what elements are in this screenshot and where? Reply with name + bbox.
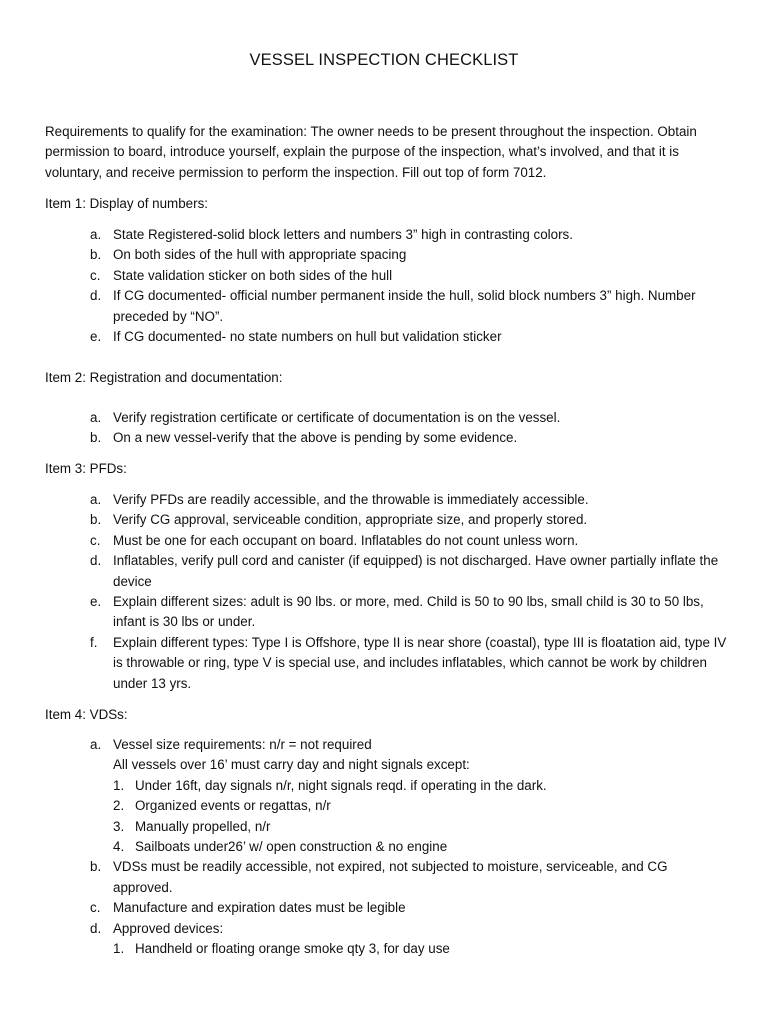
- list-marker: 1.: [113, 777, 125, 793]
- item1-list: [90, 225, 730, 347]
- list-item-text: Must be one for each occupant on board. Inflatables do not count unless worn.: [113, 532, 579, 548]
- list-item: [90, 266, 730, 286]
- list-item: [90, 245, 730, 265]
- list-marker: e.: [90, 329, 102, 345]
- item2-list: [90, 408, 730, 449]
- list-marker: b.: [90, 512, 102, 528]
- list-marker: d.: [90, 288, 102, 304]
- list-item: [90, 531, 730, 551]
- list-item-text: Manufacture and expiration dates must be legible: [113, 900, 406, 916]
- document-title: VESSEL INSPECTION CHECKLIST: [249, 51, 519, 69]
- list-item: [90, 490, 730, 510]
- list-item-text: If CG documented- no state numbers on hull but validation sticker: [113, 329, 502, 345]
- list-marker: 3.: [113, 818, 125, 834]
- list-item-text: On both sides of the hull with appropriate spacing: [113, 247, 407, 263]
- list-marker: b.: [90, 247, 102, 263]
- list-item: [90, 898, 730, 918]
- list-item: [90, 286, 730, 327]
- list-marker: d.: [90, 553, 102, 569]
- list-item-text: Verify PFDs are readily accessible, and the throwable is immediately accessible.: [113, 492, 589, 507]
- list-marker: a.: [90, 492, 102, 507]
- list-item-text: Explain different sizes: adult is 90 lbs. or more, med. Child is 50 to 90 lbs, small child is 30 to 50 lbs, infant is 30 lbs or under.: [113, 594, 704, 630]
- list-item: [90, 633, 730, 694]
- list-marker: 1.: [113, 941, 125, 957]
- item3-list: [90, 490, 730, 694]
- sub-list-item: [90, 939, 730, 959]
- list-marker: b.: [90, 859, 102, 875]
- list-item-text: On a new vessel-verify that the above is pending by some evidence.: [113, 430, 518, 446]
- list-item: [90, 857, 730, 898]
- list-item-text: State Registered-solid block letters and numbers 3” high in contrasting colors.: [113, 227, 573, 242]
- list-marker: f.: [90, 634, 98, 650]
- list-item-text: Verify CG approval, serviceable condition, appropriate size, and properly stored.: [113, 512, 588, 528]
- sub-list-item: [90, 796, 730, 816]
- list-item: [90, 592, 730, 633]
- list-item: [90, 735, 730, 755]
- list-item-text: Organized events or regattas, n/r: [135, 798, 331, 814]
- list-item-text: Inflatables, verify pull cord and canister (if equipped) is not discharged. Have owner partially inflate the device: [113, 553, 719, 589]
- item4-heading: Item 4: VDSs:: [45, 707, 128, 722]
- list-item-text: Explain different types: Type I is Offshore, type II is near shore (coastal), type III is floatation aid, type IV is throwable or ring, type V is special use, and includes inflatables, which cannot be work by children under 13 yrs.: [113, 634, 727, 691]
- list-marker: c.: [90, 267, 101, 283]
- list-item-text: Sailboats under26’ w/ open construction & no engine: [135, 839, 448, 855]
- list-marker: 2.: [113, 798, 125, 814]
- item4-list: [90, 735, 730, 959]
- intro-paragraph: Requirements to qualify for the examination: The owner needs to be present throughout the inspection. Obtain permission to board, introduce yourself, explain the purpose of the inspection, what’s involved, and that it is voluntary, and receive permission to perform the inspection. Fill out top of form 7012.: [45, 124, 697, 180]
- item2-heading: Item 2: Registration and documentation:: [45, 370, 283, 385]
- list-marker: a.: [90, 737, 102, 752]
- list-item-text: Approved devices:: [113, 920, 224, 936]
- list-item: [90, 327, 730, 347]
- list-item: [90, 408, 730, 428]
- list-marker: d.: [90, 920, 102, 936]
- list-marker: e.: [90, 594, 102, 610]
- item1-heading: Item 1: Display of numbers:: [45, 196, 208, 211]
- list-item: [90, 919, 730, 939]
- sub-list-item: [90, 776, 730, 796]
- item3-heading: Item 3: PFDs:: [45, 461, 127, 476]
- list-marker: a.: [90, 227, 102, 242]
- list-item-text: Manually propelled, n/r: [135, 818, 271, 834]
- list-item-text: Under 16ft, day signals n/r, night signals reqd. if operating in the dark.: [135, 777, 547, 793]
- sub-list-item: [90, 837, 730, 857]
- list-item: [90, 551, 730, 592]
- list-item-text: State validation sticker on both sides of the hull: [113, 267, 393, 283]
- list-marker: c.: [90, 900, 101, 916]
- list-item-text: VDSs must be readily accessible, not expired, not subjected to moisture, serviceable, and CG approved.: [113, 859, 668, 895]
- list-item-text: Vessel size requirements: n/r = not required: [113, 737, 372, 752]
- list-item: [90, 428, 730, 448]
- list-item: [90, 225, 730, 245]
- list-item-text: Handheld or floating orange smoke qty 3, for day use: [135, 941, 450, 957]
- list-marker: 4.: [113, 839, 125, 855]
- list-item-text: If CG documented- official number permanent inside the hull, solid block numbers 3” high. Number preceded by “NO”.: [113, 288, 696, 324]
- list-marker: c.: [90, 532, 101, 548]
- list-item-note: All vessels over 16’ must carry day and night signals except:: [113, 757, 470, 773]
- list-item: [90, 510, 730, 530]
- list-marker: a.: [90, 410, 102, 425]
- list-marker: b.: [90, 430, 102, 446]
- sub-list-item: [90, 817, 730, 837]
- list-item-text: Verify registration certificate or certificate of documentation is on the vessel.: [113, 410, 561, 425]
